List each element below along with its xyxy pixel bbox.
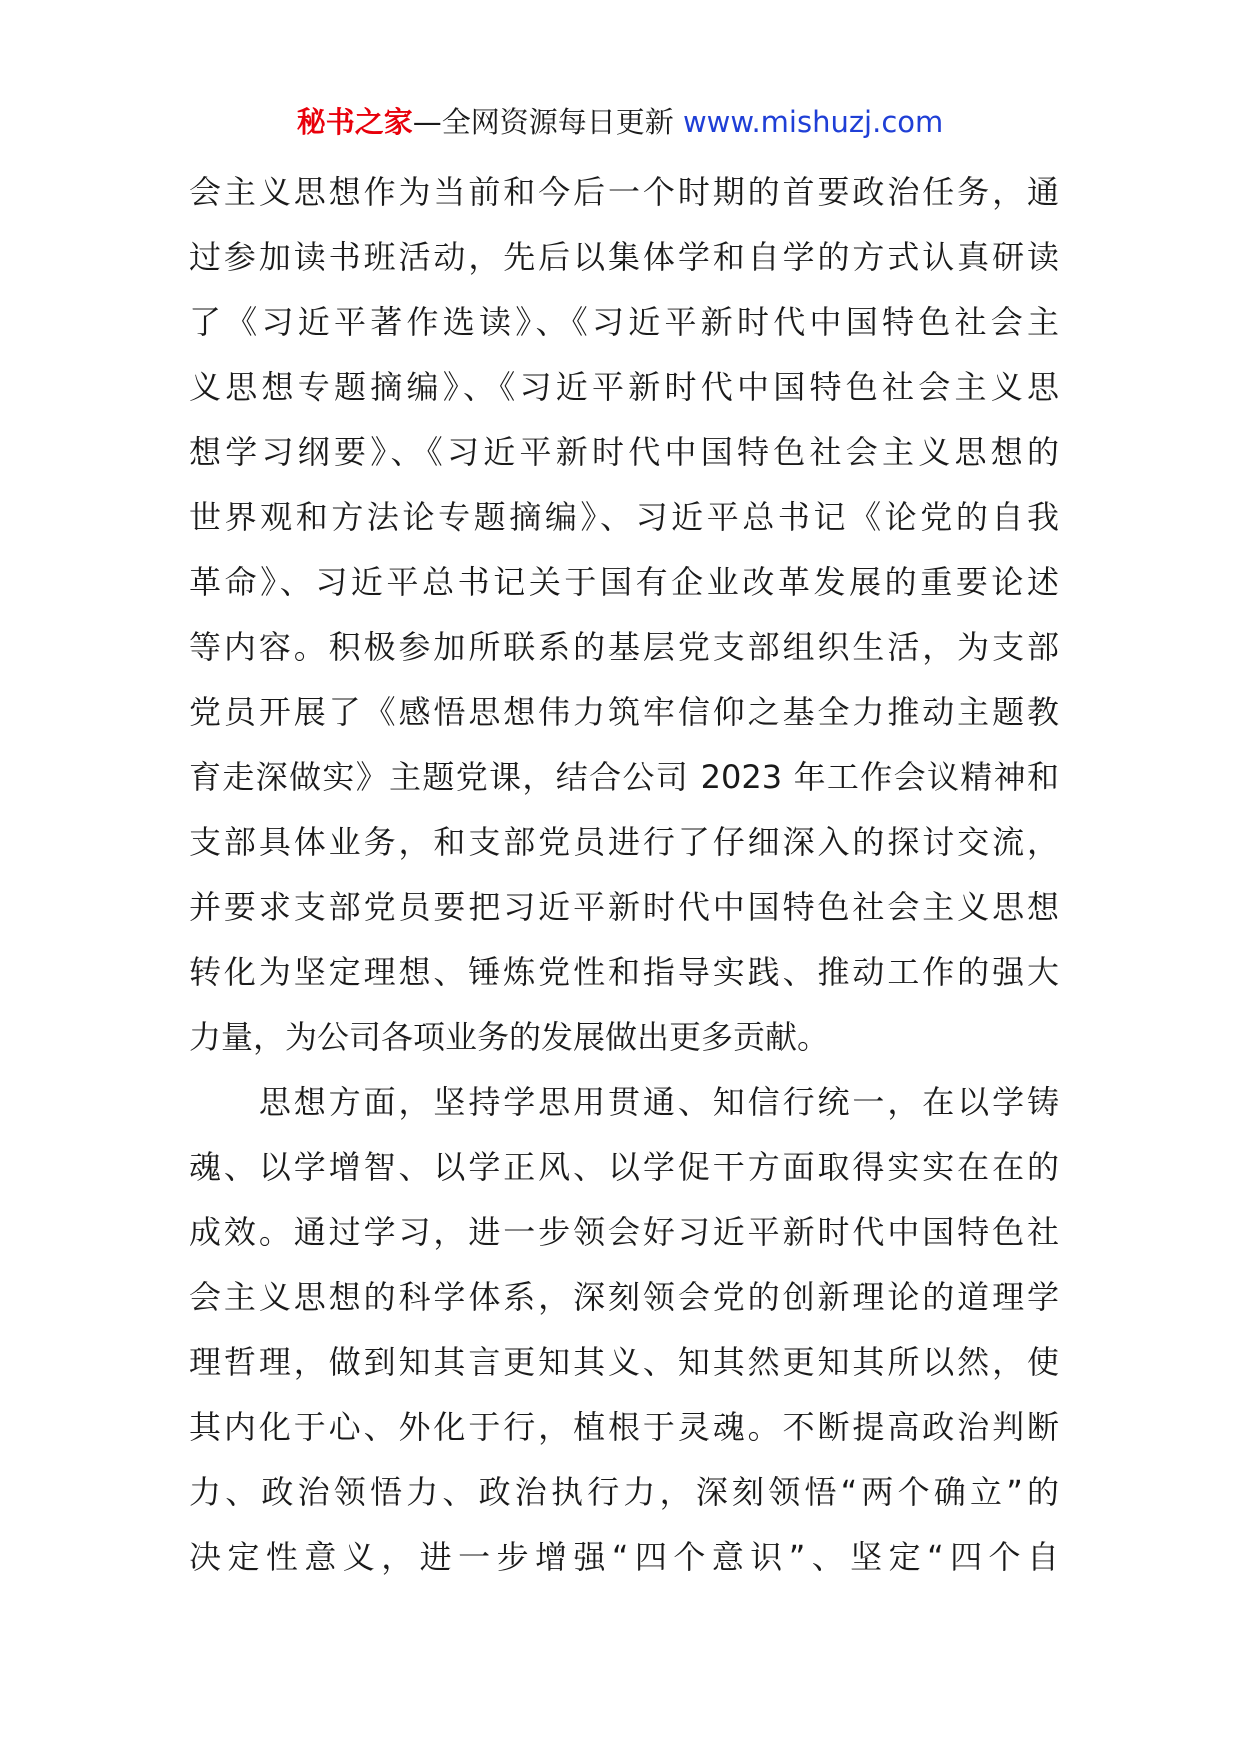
text-line: 理哲理，做到知其言更知其义、知其然更知其所以然，使 — [189, 1343, 1059, 1381]
text-line: 会主义思想作为当前和今后一个时期的首要政治任务，通 — [189, 173, 1059, 211]
text-line: 会主义思想的科学体系，深刻领会党的创新理论的道理学 — [189, 1278, 1059, 1316]
text-line: 力量，为公司各项业务的发展做出更多贡献。 — [189, 1018, 830, 1056]
text-line: 力、政治领悟力、政治执行力，深刻领悟“两个确立”的 — [189, 1473, 1059, 1511]
text-line: 并要求支部党员要把习近平新时代中国特色社会主义思想 — [189, 888, 1059, 926]
text-line: 成效。通过学习，进一步领会好习近平新时代中国特色社 — [189, 1213, 1059, 1251]
text-line: 党员开展了《感悟思想伟力筑牢信仰之基全力推动主题教 — [189, 693, 1059, 731]
text-line: 想学习纲要》、《习近平新时代中国特色社会主义思想的 — [189, 433, 1059, 471]
text-line: 世界观和方法论专题摘编》、习近平总书记《论党的自我 — [189, 498, 1059, 536]
text-line: 支部具体业务，和支部党员进行了仔细深入的探讨交流， — [189, 823, 1059, 861]
text-line: 了《习近平著作选读》、《习近平新时代中国特色社会主 — [189, 303, 1059, 341]
paragraph — [189, 160, 1059, 1070]
site-brand: 秘书之家 — [296, 105, 413, 139]
text-line: 转化为坚定理想、锤炼党性和指导实践、推动工作的强大 — [189, 953, 1059, 991]
text-line: 其内化于心、外化于行，植根于灵魂。不断提高政治判断 — [189, 1408, 1059, 1446]
text-line: 决定性意义，进一步增强“四个意识”、坚定“四个自 — [189, 1538, 1059, 1576]
site-tagline: —全网资源每日更新 — [412, 105, 674, 139]
document-body — [189, 160, 1059, 1590]
text-line: 思想方面，坚持学思用贯通、知信行统一，在以学铸 — [189, 1083, 1059, 1121]
text-line: 过参加读书班活动，先后以集体学和自学的方式认真研读 — [189, 238, 1059, 276]
text-line: 等内容。积极参加所联系的基层党支部组织生活，为支部 — [189, 628, 1059, 666]
site-url-link[interactable]: www.mishuzj.com — [682, 105, 944, 139]
text-line: 育走深做实》主题党课，结合公司 2023 年工作会议精神和 — [189, 758, 1059, 796]
text-line: 义思想专题摘编》、《习近平新时代中国特色社会主义思 — [189, 368, 1059, 406]
site-header — [0, 100, 1240, 144]
text-line: 魂、以学增智、以学正风、以学促干方面取得实实在在的 — [189, 1148, 1059, 1186]
text-line: 革命》、习近平总书记关于国有企业改革发展的重要论述 — [189, 563, 1059, 601]
paragraph — [189, 1070, 1059, 1590]
